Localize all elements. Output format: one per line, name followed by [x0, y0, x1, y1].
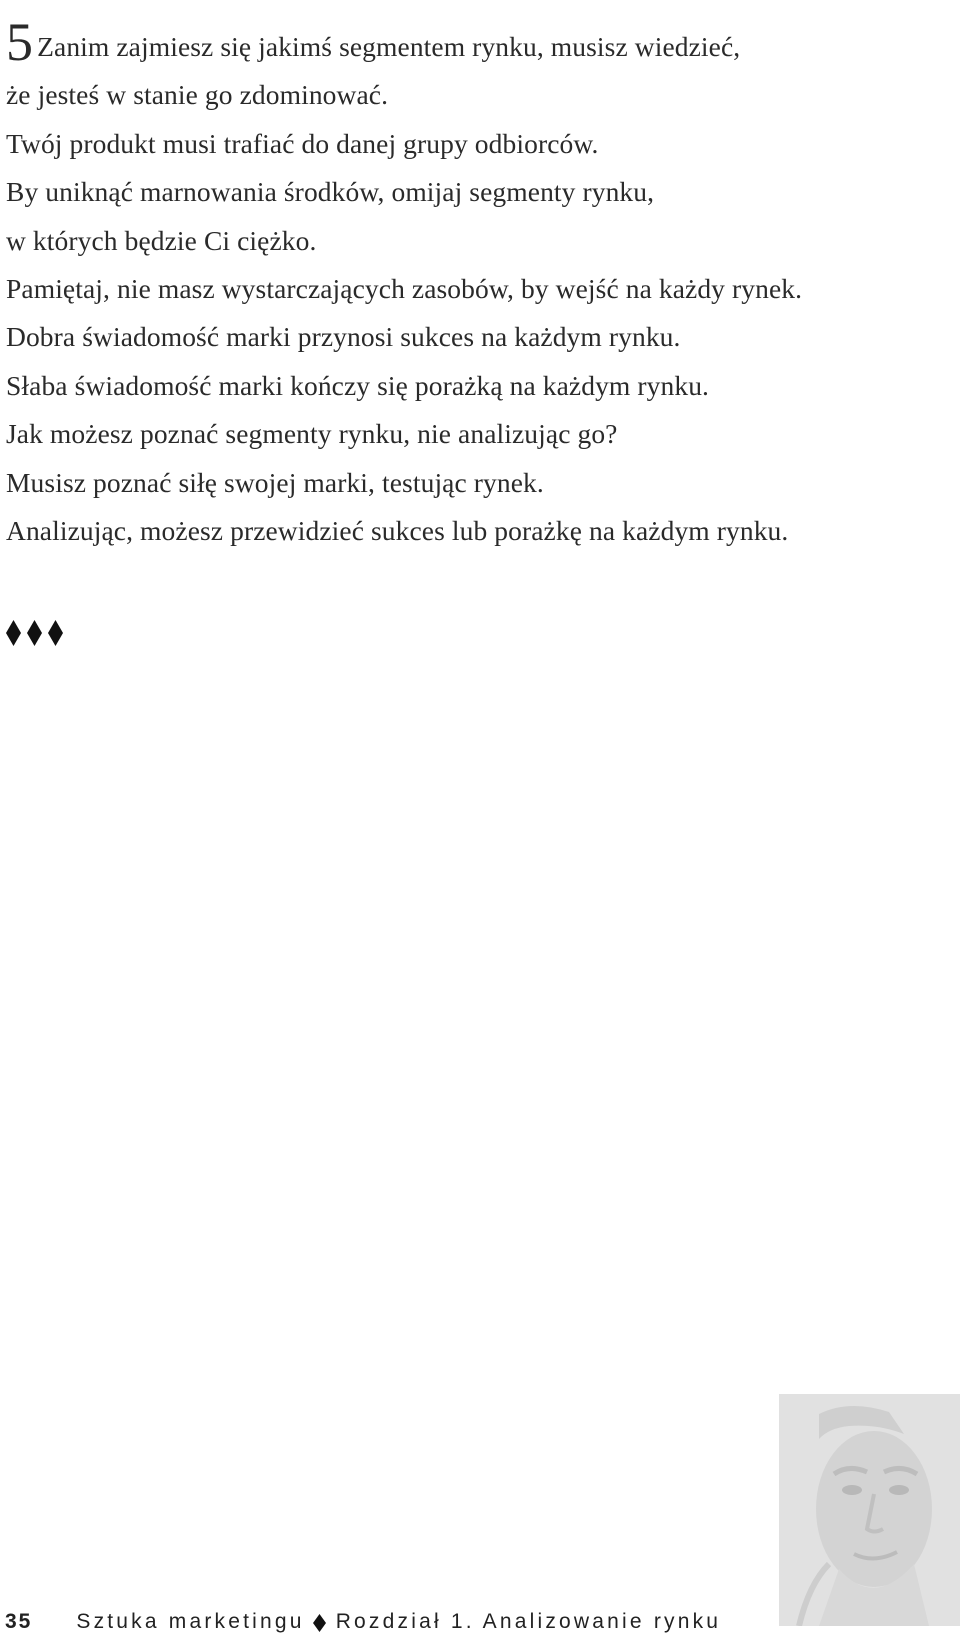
book-title: Sztuka marketingu: [76, 1610, 305, 1633]
section-number: 5: [6, 12, 34, 72]
chapter-title: Rozdział 1. Analizowanie rynku: [335, 1610, 722, 1633]
section-line-2: Twój produkt musi trafiać do danej grupy odbiorców.: [6, 127, 599, 159]
section-separator: [6, 620, 63, 646]
diamond-icon: [27, 620, 42, 646]
section-line-4: w których będzie Ci ciężko.: [6, 224, 317, 256]
page-footer: [5, 1609, 721, 1635]
section-line-3: By uniknąć marnowania środków, omijaj segmenty rynku,: [6, 176, 655, 208]
section-line-0: Zanim zajmiesz się jakimś segmentem rynku, musisz wiedzieć,: [37, 31, 741, 62]
section-first-line: [6, 14, 946, 71]
section-line-8: Jak możesz poznać segmenty rynku, nie analizując go?: [6, 418, 618, 450]
section-line-7: Słaba świadomość marki kończy się porażką na każdym rynku.: [6, 369, 710, 401]
section-line-5: Pamiętaj, nie masz wystarczających zasobów, by wejść na każdy rynek.: [6, 273, 803, 305]
diamond-icon: [48, 620, 63, 646]
diamond-icon: [6, 620, 21, 646]
diamond-icon: [313, 1613, 326, 1631]
section-line-1: że jesteś w stanie go zdominować.: [6, 79, 389, 111]
section-line-9: Musisz poznać siłę swojej marki, testując rynek.: [6, 466, 544, 498]
section-line-10: Analizując, możesz przewidzieć sukces lub porażkę na każdym rynku.: [6, 515, 789, 547]
section-line-6: Dobra świadomość marki przynosi sukces na każdym rynku.: [6, 321, 681, 353]
page-number: 35: [5, 1610, 33, 1633]
portrait-image: [779, 1394, 960, 1626]
section-body: [6, 14, 946, 555]
